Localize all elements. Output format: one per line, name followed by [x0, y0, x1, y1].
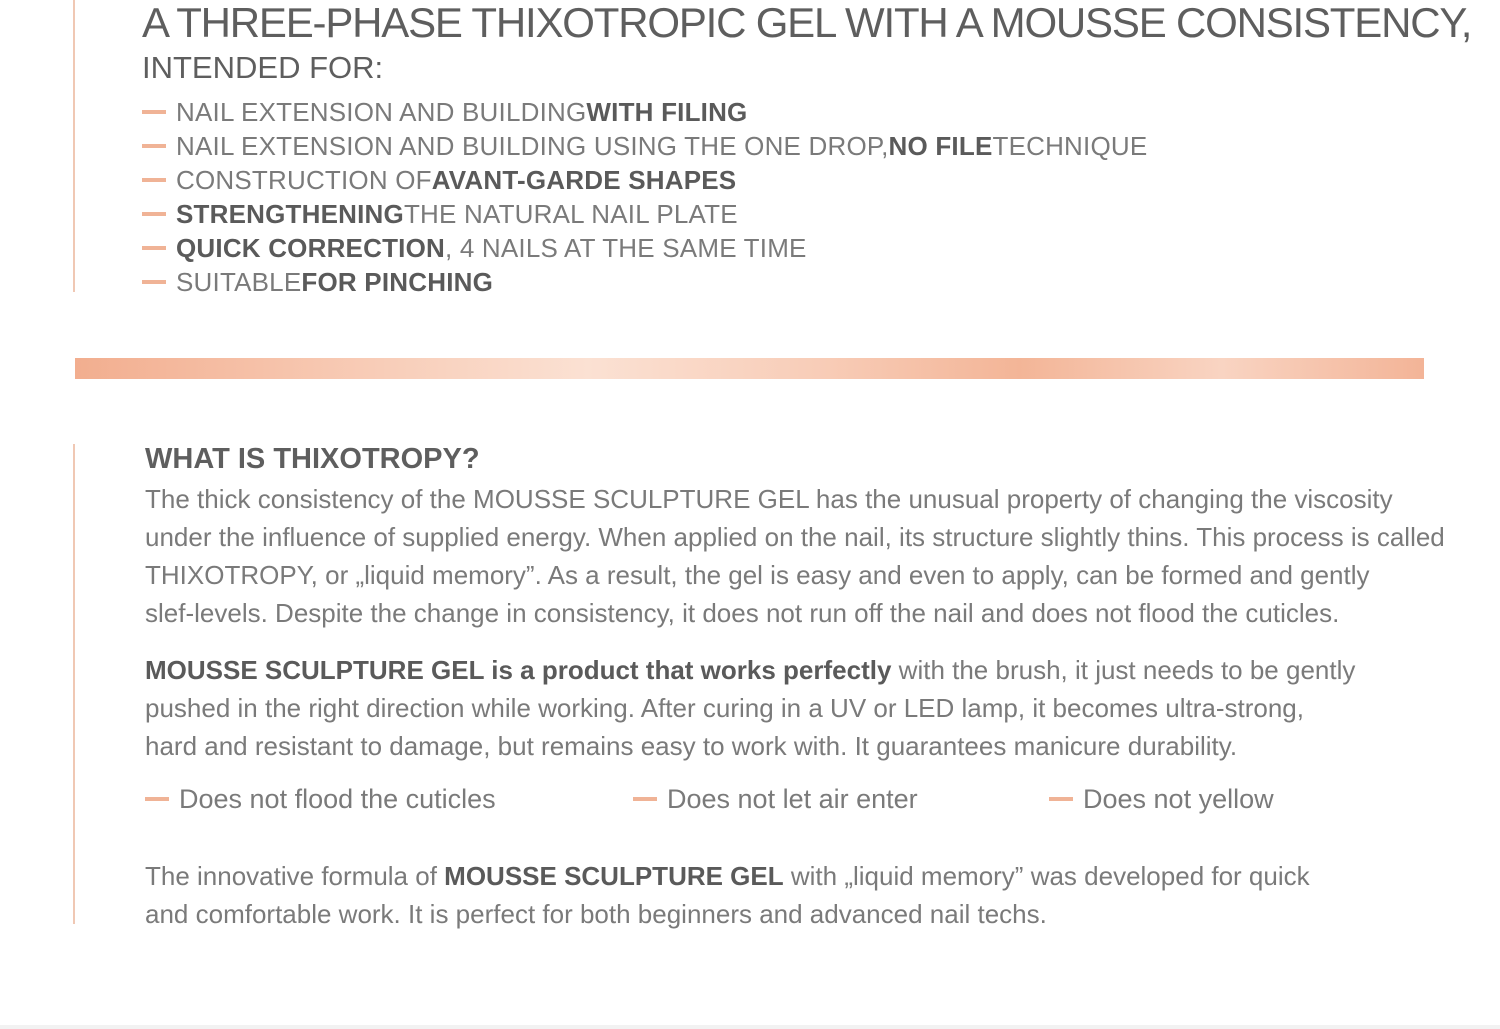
list-item: CONSTRUCTION OF AVANT-GARDE SHAPES	[142, 163, 1147, 197]
brush-work-paragraph: MOUSSE SCULPTURE GEL is a product that works perfectly with the brush, it just needs to be gently pushed in the right direction while working. After curing in a UV or LED lamp, it becomes ultra-strong, hard and resistant to damage, but remains easy to work with. It guarantees manicure durability.	[145, 655, 1356, 761]
formula-paragraph: The innovative formula of MOUSSE SCULPTURE GEL with „liquid memory” was developed for quick and comfortable work. It is perfect for both beginners and advanced nail techs.	[145, 861, 1310, 929]
gradient-divider-band	[75, 358, 1424, 379]
dash-icon	[142, 178, 166, 182]
left-accent-line-bottom	[73, 444, 75, 924]
list-item: NAIL EXTENSION AND BUILDING USING THE ONE DROP, NO FILE TECHNIQUE	[142, 129, 1147, 163]
dash-icon	[142, 246, 166, 250]
dash-icon	[1049, 797, 1073, 801]
dash-icon	[142, 212, 166, 216]
dash-icon	[145, 797, 169, 801]
intended-uses-list	[142, 95, 1147, 299]
list-item: SUITABLE FOR PINCHING	[142, 265, 1147, 299]
dash-icon	[142, 280, 166, 284]
dash-icon	[142, 110, 166, 114]
feature-bullet: Does not yellow	[1049, 781, 1274, 817]
page-headline: A THREE-PHASE THIXOTROPIC GEL WITH A MOUSSE CONSISTENCY,	[142, 0, 1472, 46]
page-subheading: INTENDED FOR:	[142, 50, 384, 85]
bottom-divider	[0, 1025, 1500, 1029]
list-item: QUICK CORRECTION , 4 NAILS AT THE SAME TIME	[142, 231, 1147, 265]
thixotropy-paragraph: The thick consistency of the MOUSSE SCULPTURE GEL has the unusual property of changing the viscosity under the influence of supplied energy. When applied on the nail, its structure slightly thins. This process is called THIXOTROPY, or „liquid memory”. As a result, the gel is easy and even to apply, can be formed and gently slef-levels. Despite the change in consistency, it does not run off the nail and does not flood the cuticles.	[145, 484, 1445, 628]
list-item: NAIL EXTENSION AND BUILDING WITH FILING	[142, 95, 1147, 129]
feature-bullet: Does not flood the cuticles	[145, 781, 496, 817]
dash-icon	[633, 797, 657, 801]
dash-icon	[142, 144, 166, 148]
section-title: WHAT IS THIXOTROPY?	[145, 443, 480, 475]
list-item: STRENGTHENING THE NATURAL NAIL PLATE	[142, 197, 1147, 231]
feature-bullet: Does not let air enter	[633, 781, 918, 817]
left-accent-line-top	[73, 0, 75, 292]
